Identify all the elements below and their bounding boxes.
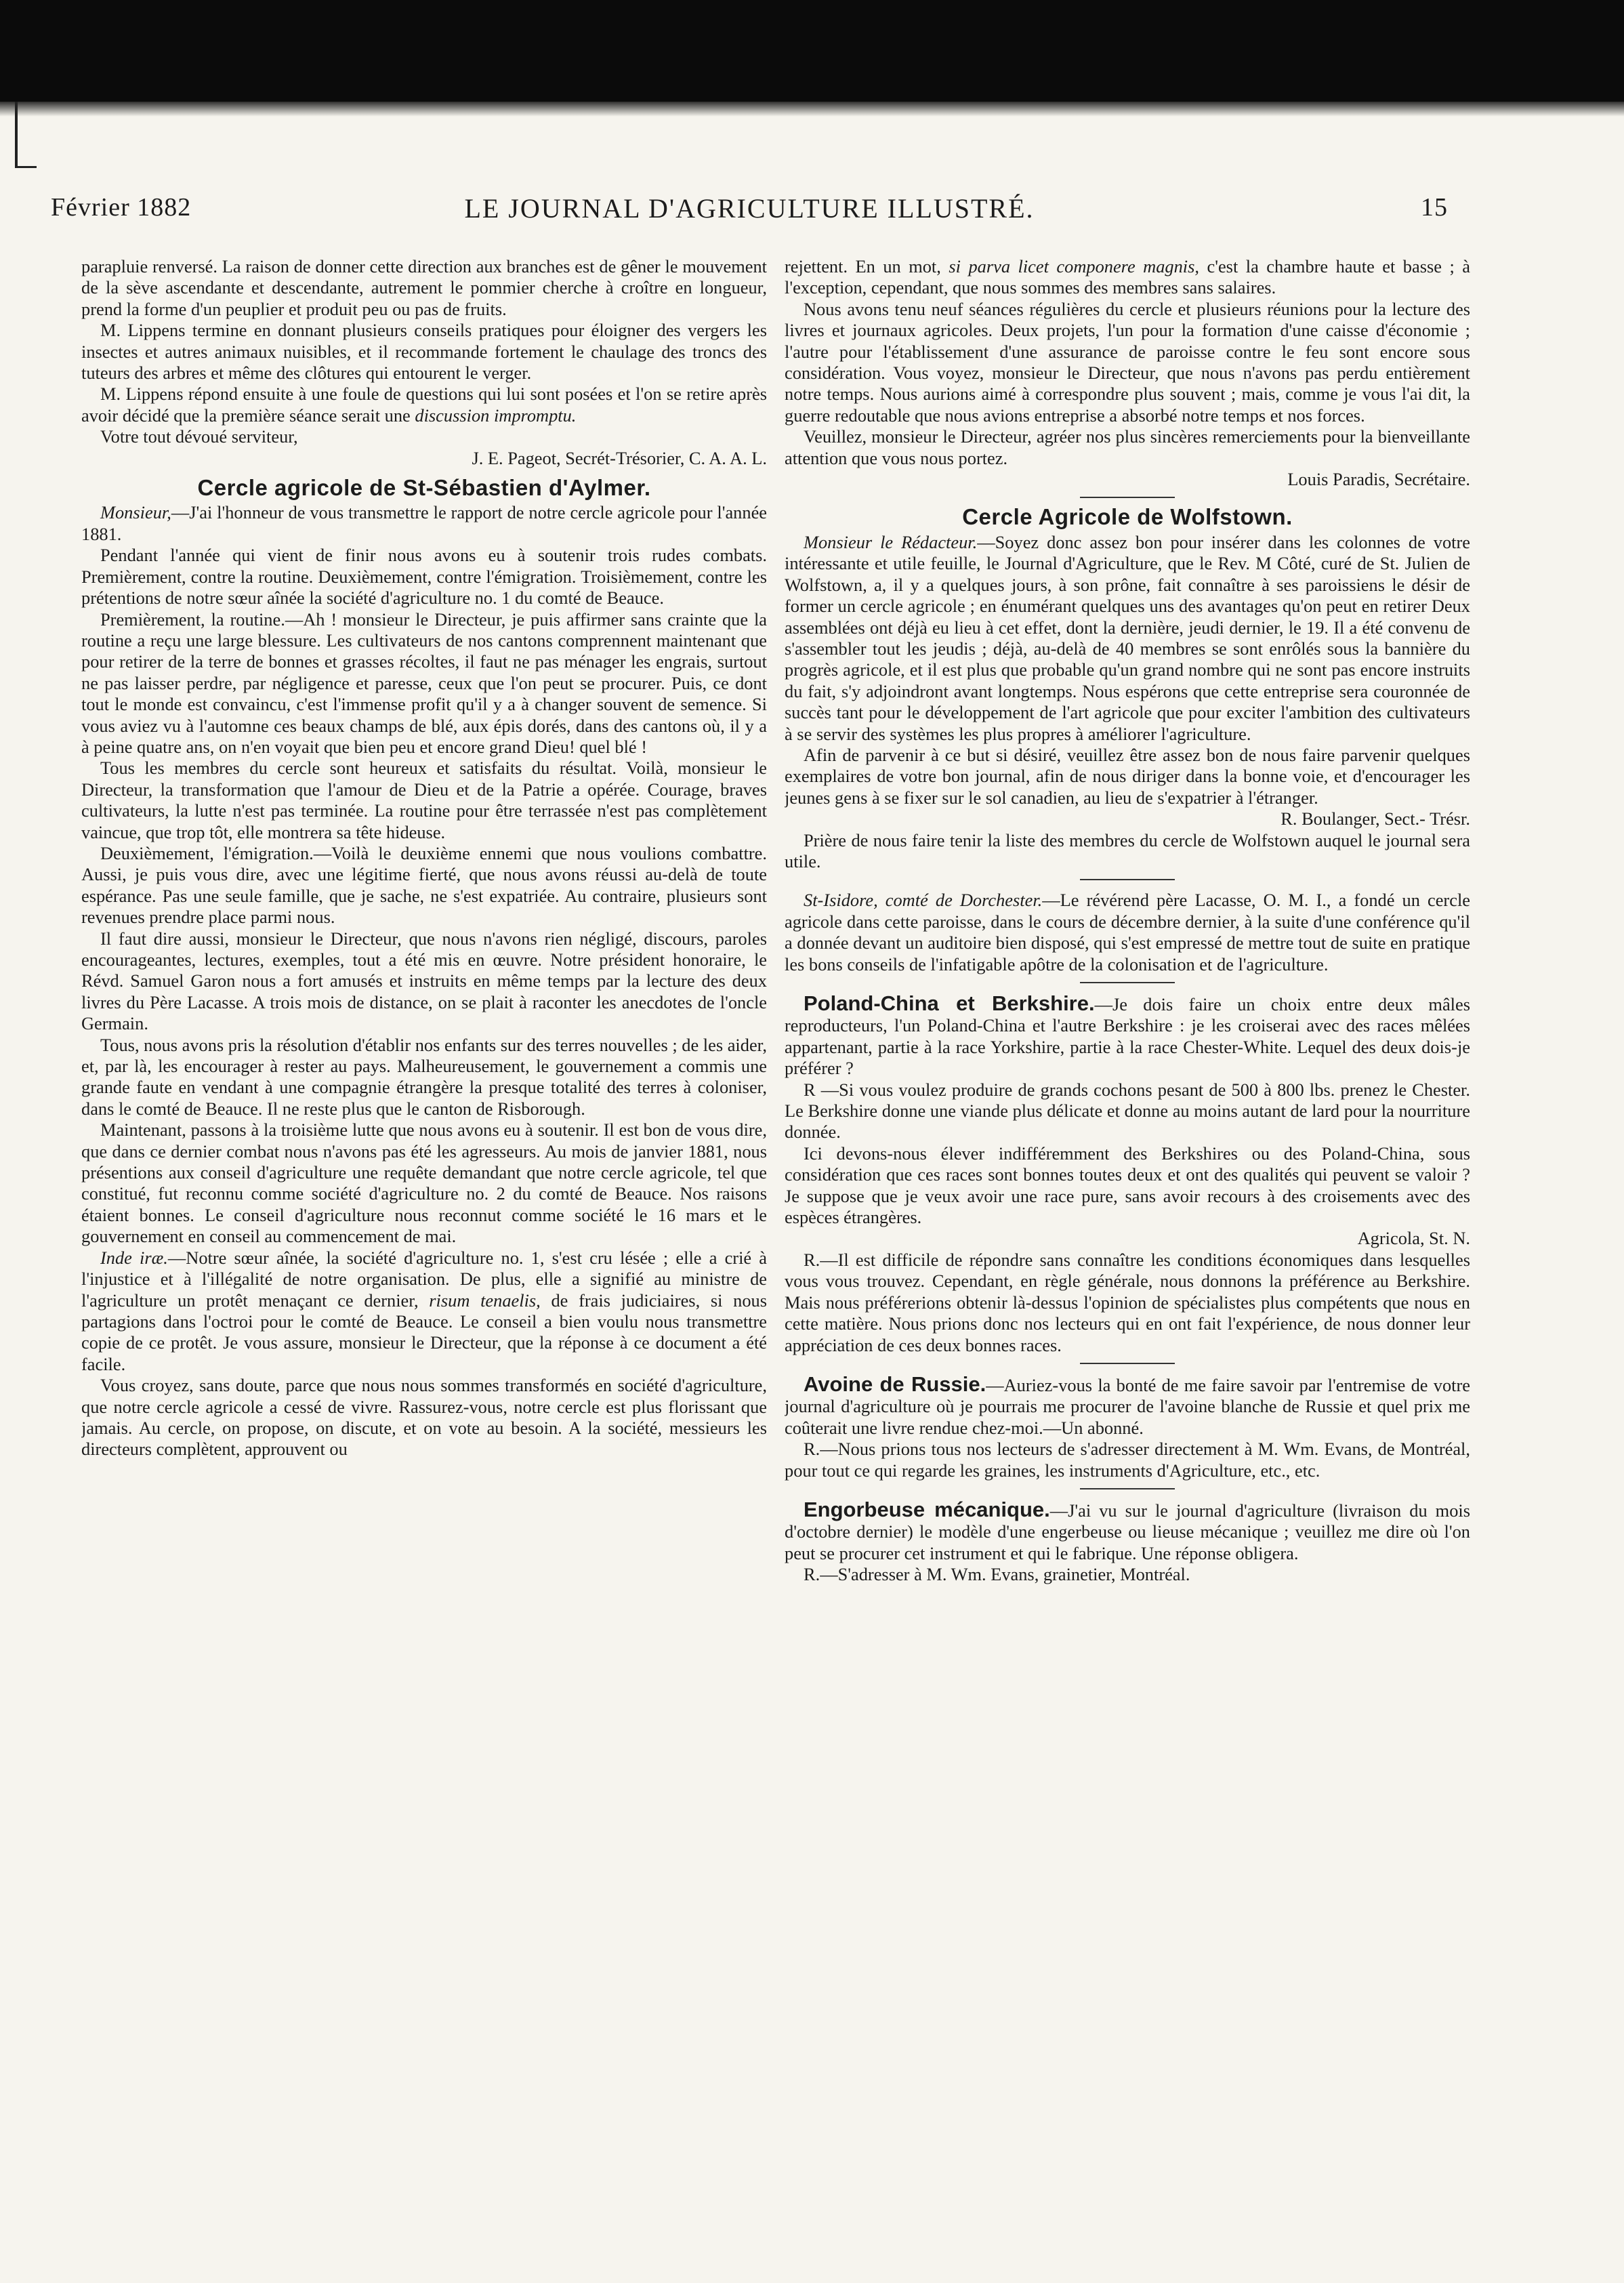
paragraph: Monsieur le Rédacteur.—Soyez donc assez bon pour insérer dans les colonnes de votre intéressante et utile feuille, le Journal d'Agriculture, que le Rev. M Côté, curé de St. Julien de Wolfstown, a, il y a quelques jours, à son prône, fait connaître à ses paroissiens le désir de former un cercle agricole ; en énumérant quelques uns des avantages qu'on peut en retirer Deux assemblées ont déjà eu lieu à cet effet, dont la dernière, jeudi dernier, le 19. Il a été convenu de s'assembler tout les jeudis ; déjà, au-delà de 40 membres se sont enrôlés sous la bannière du progrès agricole, et il est plus que probable qu'un grand nombre qui ne sont pas encore instruits du fait, s'y adjoindront avant longtemps. Nous espérons que cette entreprise sera couronnée de succès tant pour le développement de l'art agricole que pour exciter l'ambition des cultivateurs à se servir des systèmes les plus propres à améliorer l'agriculture. — [785, 531, 1470, 744]
issue-date: Février 1882 — [51, 193, 192, 222]
scan-margin-mark — [15, 102, 37, 168]
paragraph: Tous les membres du cercle sont heureux et satisfaits du résultat. Voilà, monsieur le Directeur, la transformation que l'amour de Dieu et de la Patrie a opérée. Courage, braves cultivateurs, la lutte n'est pas terminée. La routine pour être terrassée n'est pas complètement vaincue, que trop tôt, elle montrera sa tête hideuse. — [81, 758, 767, 842]
paragraph: Premièrement, la routine.—Ah ! monsieur le Directeur, je puis affirmer sans crainte que la routine a reçu une large blessure. Les cultivateurs de nos cantons comprennent maintenant que pour retirer de la terre de bonnes et grasses récoltes, il faut ne pas ménager les engrais, surtout ne pas laisser perdre, par négligence et paresse, ceux que l'on peut se procurer. Puis, ce dont tout le monde est convaincu, c'est l'immense profit qu'il y a à changer souvent de semence. Si vous aviez vu à l'automne ces beaux champs de blé, aux épis dorés, dans des cantons où, il y a à peine quatre ans, on n'en voyait que bien peu et encore grand Dieu! quel blé ! — [81, 609, 767, 757]
paragraph: M. Lippens termine en donnant plusieurs conseils pratiques pour éloigner des vergers les insectes et autres animaux nuisibles, et il recommande fortement le chaulage des troncs des tuteurs des arbres et même des clôtures qui entourent le verger. — [81, 320, 767, 384]
section-rule — [1080, 1488, 1175, 1489]
right-column — [785, 256, 1470, 2262]
paragraph: Monsieur,—J'ai l'honneur de vous transmettre le rapport de notre cercle agricole pour l'année 1881. — [81, 502, 767, 544]
paragraph: R —Si vous voulez produire de grands cochons pesant de 500 à 800 lbs. prenez le Chester. Le Berkshire donne une viande plus délicate et donne au moins autant de lard pour la nourriture donnée. — [785, 1079, 1470, 1143]
page-number: 15 — [1421, 193, 1448, 222]
section-rule — [1080, 879, 1175, 880]
paragraph: St-Isidore, comté de Dorchester.—Le révérend père Lacasse, O. M. I., a fondé un cercle agricole dans cette paroisse, dans le cours de décembre dernier, à la suite d'une conférence qu'il a donnée devant un auditoire bien disposé, qui s'est empressé de mettre tout de suite en pratique les bons conseils de l'infatigable apôtre de la colonisation et de l'agriculture. — [785, 890, 1470, 974]
paragraph: R.—Nous prions tous nos lecteurs de s'adresser directement à M. Wm. Evans, de Montréal, pour tout ce qui regarde les graines, les instruments d'Agriculture, etc., etc. — [785, 1439, 1470, 1481]
paragraph: Il faut dire aussi, monsieur le Directeur, que nous n'avons rien négligé, discours, paroles encourageantes, lectures, exemples, tout a été mis en œuvre. Notre président honoraire, le Révd. Samuel Garon nous a fort amusés et instruits en même temps par la lecture des deux livres du Père Lacasse. A trois mois de distance, on se plait à raconter les anecdotes de l'oncle Germain. — [81, 928, 767, 1034]
section-heading: Cercle Agricole de Wolfstown. — [962, 504, 1293, 530]
signature: J. E. Pageot, Secrét-Trésorier, C. A. A. L. — [472, 447, 767, 468]
paragraph: rejettent. En un mot, si parva licet componere magnis, c'est la chambre haute et basse ; à l'exception, cependant, que nous sommes des membres sans salaires. — [785, 256, 1470, 298]
letter-closing: Votre tout dévoué serviteur, — [100, 426, 298, 447]
paragraph: Maintenant, passons à la troisième lutte que nous avons eu à soutenir. Il est bon de vous dire, que dans ce dernier combat nous n'avons pas été les agresseurs. Au mois de janvier 1881, nous présentions aux conseil d'agriculture une requête demandant que notre cercle agricole, tel que constitué, fut reconnu comme société d'agriculture no. 2 du comté de Beauce. Nos raisons étaient bonnes. Le conseil d'agriculture nous reconnut comme société le 16 mars et le gouvernement en conseil au commencement de mai. — [81, 1119, 767, 1247]
section-rule — [1080, 982, 1175, 983]
paragraph: Vous croyez, sans doute, parce que nous nous sommes transformés en société d'agriculture, que notre cercle agricole a cessé de vivre. Rassurez-vous, notre cercle est plus florissant que jamais. Au cercle, on propose, on discute, et on vote au besoin. A la société, messieurs les directeurs complètent, approuvent ou — [81, 1375, 767, 1460]
paragraph: Poland-China et Berkshire.—Je dois faire un choix entre deux mâles reproducteurs, l'un Poland-China et l'autre Berkshire : je les croiserai avec des races mêlées appartenant, partie à la race Yorkshire, partie à la race Chester-White. Lequel des deux dois-je préférer ? — [785, 991, 1470, 1079]
journal-title: LE JOURNAL D'AGRICULTURE ILLUSTRÉ. — [464, 193, 1035, 224]
paragraph: Tous, nous avons pris la résolution d'établir nos enfants sur des terres nouvelles ; de les aider, et, par là, les encourager à rester au pays. Malheureusement, le gouvernement a commis une grande faute en vendant à une compagnie étrangère la presque totalité des terres à coloniser, dans le comté de Beauce. Il ne reste plus que le canton de Risborough. — [81, 1034, 767, 1119]
signature: Louis Paradis, Secrétaire. — [1287, 469, 1470, 490]
paragraph: R.—S'adresser à M. Wm. Evans, grainetier, Montréal. — [804, 1564, 1190, 1585]
page-header — [51, 192, 1448, 226]
paragraph: Engorbeuse mécanique.—J'ai vu sur le journal d'agriculture (livraison du mois d'octobre dernier) le modèle d'une engerbeuse ou lieuse mécanique ; veuillez me dire où l'on peut se procurer cet instrument et qui le fabrique. Une réponse obligera. — [785, 1497, 1470, 1563]
paragraph: Deuxièmement, l'émigration.—Voilà le deuxième ennemi que nous voulions combattre. Aussi, je puis vous dire, avec une légitime fierté, que nous avons réussi au-delà de toute espérance. Pas une seule famille, que je sache, ne s'est expatriée. Au contraire, plusieurs sont revenues prendre place parmi nous. — [81, 842, 767, 928]
scan-top-band — [0, 0, 1624, 102]
section-rule — [1080, 1363, 1175, 1364]
paragraph: Nous avons tenu neuf séances régulières du cercle et plusieurs réunions pour la lecture des livres et journaux agricoles. Deux projets, l'un pour la formation d'une caisse d'économie ; l'autre pour l'établissement d'une assurance de paroisse contre le feu sont encore sous considération. Vous voyez, monsieur le Directeur, que nous n'avons pas perdu entièrement notre temps. Nous aurions aimé à correspondre plus souvent ; mais, comme je vous l'ai dit, la guerre redoutable que nous avions entreprise a absorbé notre temps et nos forces. — [785, 298, 1470, 426]
section-heading: Cercle agricole de St-Sébastien d'Aylmer. — [197, 475, 651, 501]
paragraph: parapluie renversé. La raison de donner cette direction aux branches est de gêner le mouvement de la sève ascendante et descendante, autrement le pommier cherche à croître en longueur, prend la forme d'un peuplier et produit peu ou pas de fruits. — [81, 256, 767, 319]
section-rule — [1080, 497, 1175, 498]
paragraph: Ici devons-nous élever indifféremment des Berkshires ou des Poland-China, sous considération que ces races sont bonnes toutes deux et ont des qualités qui peuvent se valoir ? Je suppose que je veux avoir une race pure, sans avoir recours à des croisements avec des espèces étrangères. — [785, 1143, 1470, 1228]
left-column — [81, 256, 767, 2262]
paragraph: Pendant l'année qui vient de finir nous avons eu à soutenir trois rudes combats. Premièrement, contre la routine. Deuxièmement, contre l'émigration. Troisièmement, contre les prétentions de notre sœur aînée la société d'agriculture no. 1 du comté de Beauce. — [81, 545, 767, 609]
signature: Agricola, St. N. — [1357, 1228, 1470, 1249]
paragraph: Inde iræ.—Notre sœur aînée, la société d'agriculture no. 1, s'est cru lésée ; elle a crié à l'injustice et à l'illégalité de notre organisation. De plus, elle a signifié au ministre de l'agriculture un protêt menaçant ce dernier, risum tenaelis, de frais judiciaires, si nous partagions dans l'octroi pour le comté de Beauce. Le conseil a bien voulu nous transmettre copie de ce protêt. Je vous assure, monsieur le Directeur, que la réponse à ce document a été facile. — [81, 1247, 767, 1374]
paragraph: Prière de nous faire tenir la liste des membres du cercle de Wolfstown auquel le journal sera utile. — [785, 829, 1470, 871]
signature: R. Boulanger, Sect.- Trésr. — [1281, 808, 1470, 829]
paragraph: Afin de parvenir à ce but si désiré, veuillez être assez bon de nous faire parvenir quelques exemplaires de votre bon journal, afin de nous diriger dans la bonne voie, et d'encourager les jeunes gens à se fixer sur le sol canadien, au lieu de s'expatrier à l'étranger. — [785, 744, 1470, 808]
paragraph: Veuillez, monsieur le Directeur, agréer nos plus sincères remerciements pour la bienveillante attention que vous nous portez. — [785, 426, 1470, 468]
paragraph: M. Lippens répond ensuite à une foule de questions qui lui sont posées et l'on se retire après avoir décidé que la première séance serait une discussion impromptu. — [81, 384, 767, 426]
paragraph: Avoine de Russie.—Auriez-vous la bonté de me faire savoir par l'entremise de votre journal d'agriculture où je pourrais me procurer de l'avoine blanche de Russie et quel prix me coûterait une livre rendue chez-moi.—Un abonné. — [785, 1372, 1470, 1438]
paragraph: R.—Il est difficile de répondre sans connaître les conditions économiques dans lesquelles vous vous trouvez. Cependant, en règle générale, nous donnons la préférence au Berkshire. Mais nous préférerions obtenir là-dessus l'opinion de spécialistes plus compétents que nous en cette matière. Nous prions donc nos lecteurs qui en ont fait l'expérience, de nous donner leur appréciation de ces deux bonnes races. — [785, 1249, 1470, 1355]
